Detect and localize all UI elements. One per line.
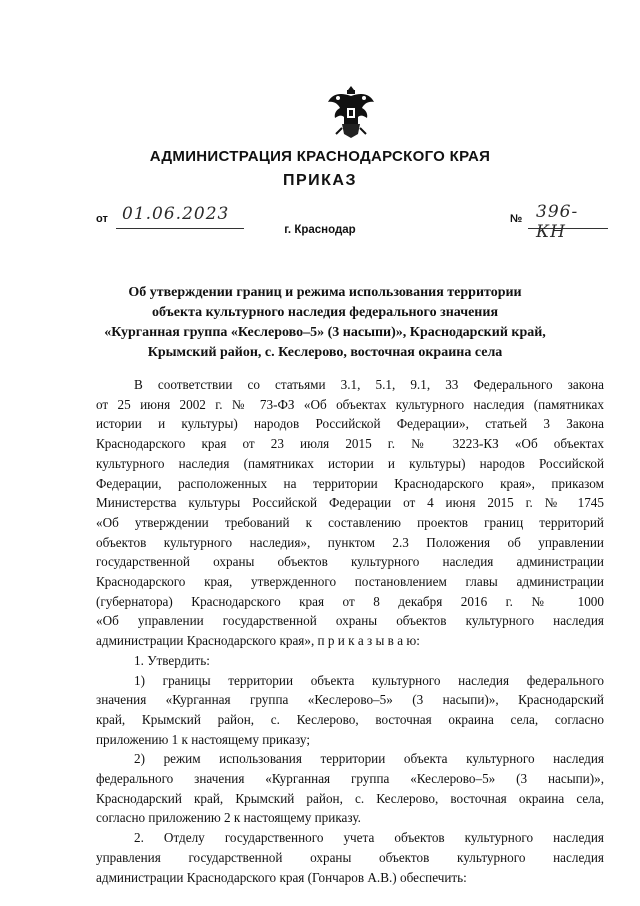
body-line: истории и культуры) народов Российской Федерации», статьей 3 Закона: [96, 416, 604, 432]
city-name: г. Краснодар: [284, 224, 356, 236]
handwritten-number: 396-КН: [536, 202, 579, 242]
title-line: объекта культурного наследия федерального значения: [151, 305, 499, 320]
body-line: 2) режим использования территории объекта культурного наследия: [134, 751, 604, 767]
title-line: «Курганная группа «Кеслерово–5» (3 насыпи)», Краснодарский край,: [104, 325, 546, 340]
number-label: №: [510, 213, 523, 225]
title-line: Об утверждении границ и режима использования территории: [128, 285, 522, 300]
body-line: «Об утверждении требований к составлению проектов границ территорий: [96, 514, 604, 530]
body-line: «Об управлении государственной охраны объектов культурного наследия: [96, 613, 604, 629]
document-body: [96, 375, 604, 887]
body-line: государственной охраны объектов культурного наследия администрации: [96, 554, 604, 570]
body-line: Краснодарского края, утвержденного постановлением главы администрации: [96, 574, 604, 590]
body-line: (губернатора) Краснодарского края от 8 декабря 2016 г. № 1000: [96, 593, 604, 609]
body-line: администрации Краснодарского края», п р и к а з ы в а ю:: [96, 633, 420, 649]
title-line: Крымский район, с. Кеслерово, восточная окраина села: [147, 345, 503, 360]
body-line: 1) границы территории объекта культурного наследия федерального: [134, 672, 604, 688]
body-line: культурного наследия (памятниках истории и культуры) народов Российской: [96, 455, 604, 471]
body-line: согласно приложению 2 к настоящему приказу.: [96, 810, 361, 826]
body-line: 2. Отделу государственного учета объектов культурного наследия: [134, 830, 604, 846]
body-line: Краснодарского края от 23 июля 2015 г. № 3223-КЗ «Об объектах: [96, 436, 604, 452]
document-title: [90, 283, 560, 363]
body-line: администрации Краснодарского края (Гончаров А.В.) обеспечить:: [96, 869, 467, 885]
date-label: от: [96, 213, 108, 225]
body-line: Министерства культуры Российской Федерации от 4 июня 2015 г. № 1745: [96, 495, 604, 511]
document-type: ПРИКАЗ: [282, 172, 357, 189]
body-line: значения «Курганная группа «Кеслерово–5» (3 насыпи)», Краснодарский: [96, 692, 604, 708]
handwritten-date: 01.06.2023: [122, 204, 230, 224]
organization-name: АДМИНИСТРАЦИЯ КРАСНОДАРСКОГО КРАЯ: [149, 148, 491, 165]
body-line: приложению 1 к настоящему приказу;: [96, 731, 310, 747]
body-line: федерального значения «Курганная группа «Кеслерово–5» (3 насыпи)»,: [96, 771, 604, 787]
body-line: управления государственной охраны объектов культурного наследия: [96, 849, 604, 865]
body-line: В соответствии со статьями 3.1, 5.1, 9.1, 33 Федерального закона: [134, 377, 604, 392]
coat-of-arms-icon: [326, 84, 376, 140]
body-line: Краснодарский край, Крымский район, с. Кеслерово, восточная окраина села,: [96, 790, 604, 806]
body-line: объектов культурного наследия», пунктом 2.3 Положения об управлении: [96, 534, 604, 550]
body-line: от 25 июня 2002 г. № 73-ФЗ «Об объектах культурного наследия (памятниках: [96, 396, 604, 412]
body-line: 1. Утвердить:: [134, 652, 210, 668]
body-line: край, Крымский район, с. Кеслерово, восточная окраина села, согласно: [96, 711, 604, 727]
body-line: Федерации, расположенных на территории Краснодарского края», приказом: [96, 475, 604, 491]
